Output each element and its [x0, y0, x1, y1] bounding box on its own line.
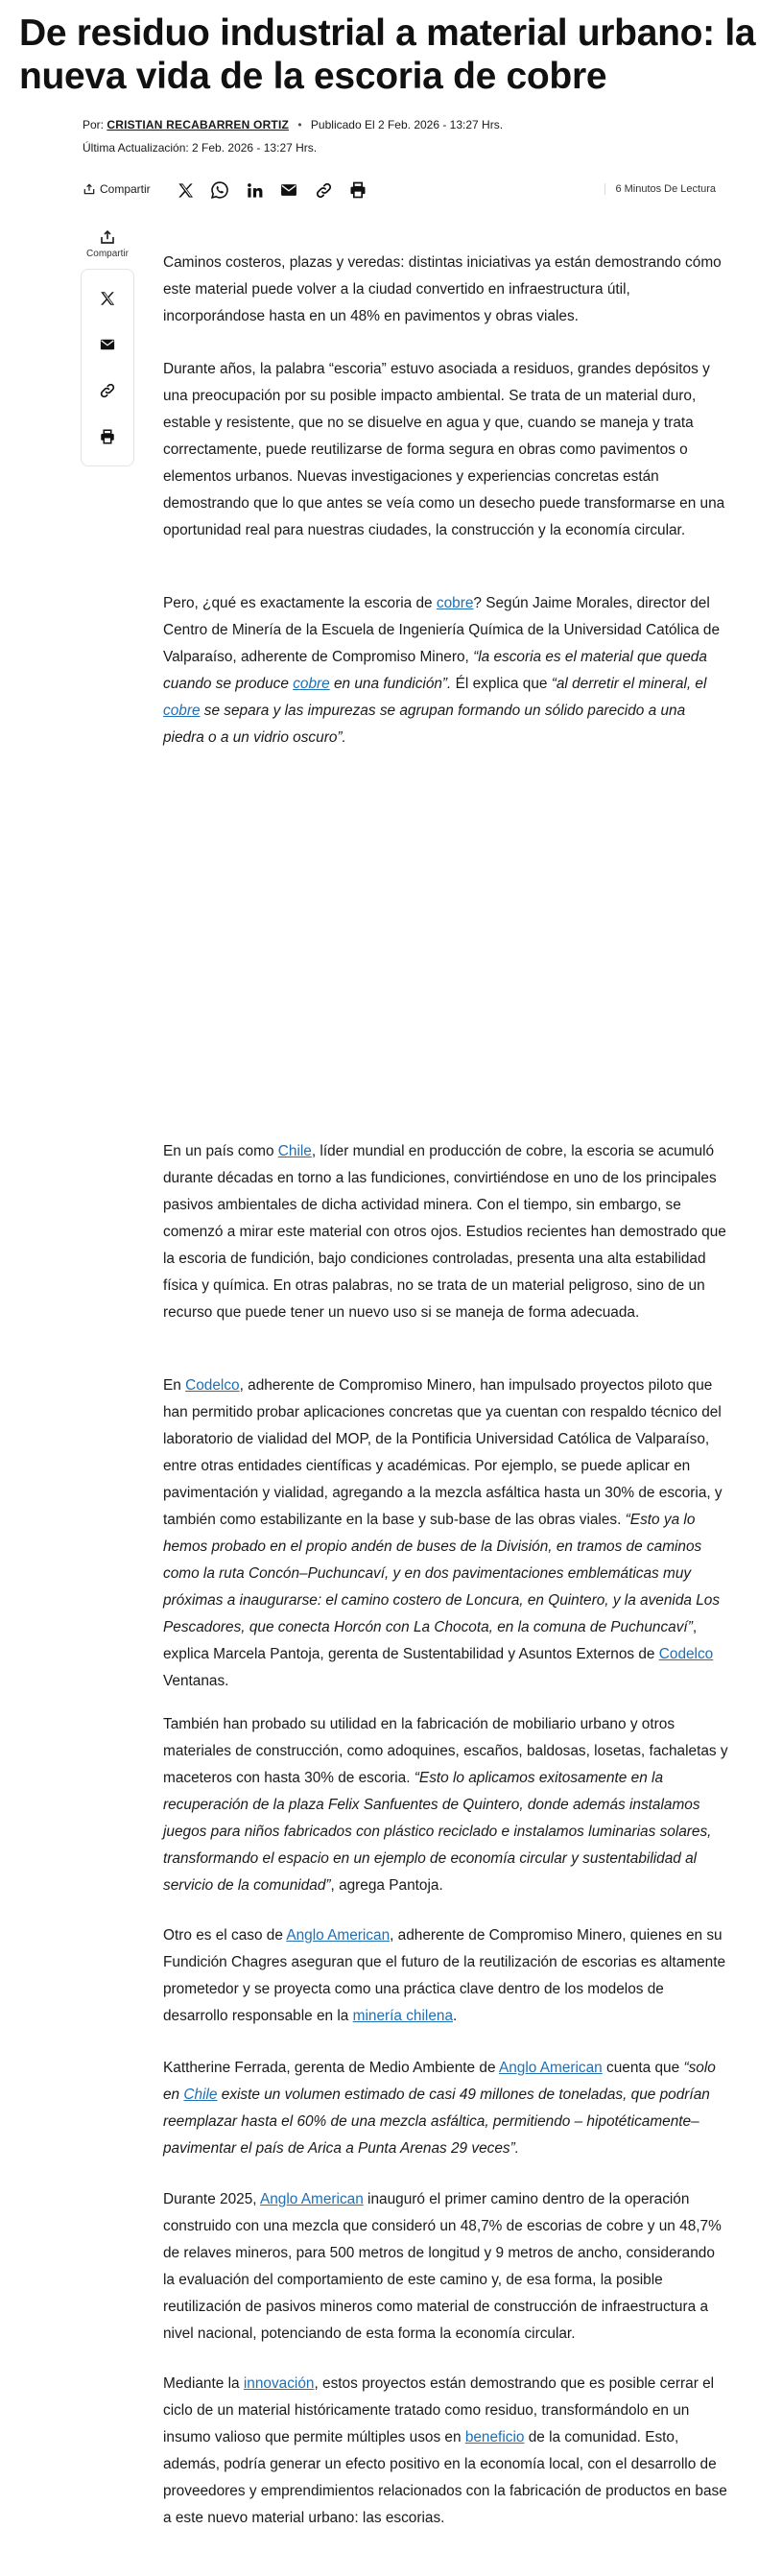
article-title: De residuo industrial a material urbano: la nueva vida de la escoria de cobre	[19, 12, 756, 97]
text-run: En un país como	[163, 1143, 278, 1159]
tag-link[interactable]: cobre	[436, 595, 474, 611]
email-icon	[99, 336, 116, 353]
side-copy-link-button[interactable]	[93, 368, 122, 414]
share-copy-link-button[interactable]	[309, 177, 338, 203]
quote-run: “Esto ya lo hemos probado en el propio andén de buses de la División, en tramos de caminos como la ruta Concón–Puchuncaví, y en dos pavimentaciones emblemáticas muy próximas a inaugurarse: el camino costero de Loncura, en Quintero, y la avenida Los Pescadores, que conecta Horcón con La Chocota, en la comuna de Puchuncaví”	[163, 1512, 721, 1635]
tag-link[interactable]: innovación	[243, 2375, 315, 2392]
quote-run: “Esto lo aplicamos exitosamente en la recuperación de la plaza Felix Sanfuentes de Quintero, donde además instalamos juegos para niños fabricados con plástico reciclado e instalamos luminarias solares, transformando el espacio en un ejemplo de economía circular y sustentabilidad al servicio de la comunidad”	[163, 1770, 712, 1894]
text-run: ? Según Jaime Morales, director del Centro de Minería de la Escuela de Ingeniería Química de la Universidad Católica de Valparaíso, adherente de Compromiso Minero,	[163, 595, 721, 665]
side-share-button[interactable]	[81, 228, 134, 259]
body-paragraph-5	[163, 1372, 729, 1695]
tag-link[interactable]: minería chilena	[352, 2008, 454, 2024]
quote-run: “solo en	[163, 2060, 716, 2103]
share-icon	[83, 182, 96, 196]
share-button[interactable]	[83, 182, 151, 196]
share-x-button[interactable]	[171, 177, 200, 203]
text-run: También han probado su utilidad en la fabricación de mobiliario urbano y otros materiales de construcción, como adoquines, escaños, baldosas, losetas, fachaletas y maceteros con hasta 30% de escoria.	[163, 1716, 728, 1786]
text-run: de la comunidad. Esto, además, podría generar un efecto positivo en la economía local, con el desarrollo de proveedores y emprendimientos relacionados con la fabricación de productos en base a este nuevo material urbano: las escorias.	[163, 2429, 727, 2526]
link-icon	[99, 382, 116, 399]
x-icon	[177, 181, 195, 200]
tag-link[interactable]: Codelco	[658, 1646, 714, 1662]
tag-link[interactable]: beneficio	[464, 2429, 525, 2445]
tag-link[interactable]: Chile	[277, 1143, 312, 1159]
text-run: , agrega Pantoja.	[330, 1877, 443, 1894]
quote-run: se separa y las impurezas se agrupan formando un sólido parecido a una piedra o a un vidrio oscuro”.	[163, 703, 686, 746]
email-icon	[279, 180, 298, 200]
text-run: Pero, ¿qué es exactamente la escoria de	[163, 595, 437, 611]
tag-link[interactable]: Anglo American	[259, 2191, 364, 2207]
whatsapp-icon	[210, 180, 229, 200]
side-share-box	[81, 269, 134, 466]
share-email-button[interactable]	[274, 177, 303, 203]
byline	[83, 117, 503, 132]
text-run: Mediante la	[163, 2375, 244, 2392]
quote-run: existe un volumen estimado de casi 49 millones de toneladas, que podrían reemplazar hasta el 60% de una mezcla asfáltica, permitiendo – hipotéticamente– pavimentar el país de Arica a Punta Arenas 29 veces”.	[163, 2087, 710, 2157]
tag-link[interactable]: Anglo American	[286, 1927, 391, 1944]
quote-run: “al derretir el mineral, el	[551, 676, 707, 692]
share-whatsapp-button[interactable]	[205, 177, 234, 203]
body-paragraph-3	[163, 590, 729, 751]
text-run: , adherente de Compromiso Minero, han impulsado proyectos piloto que han permitido probar aplicaciones concretas que ya cuentan con respaldo técnico del laboratorio de vialidad del MOP, de la Pontificia Universidad Católica de Valparaíso, entre otras entidades científicas y académicas. Por ejemplo, se puede aplicar en pavimentación y vialidad, agregando a la mezcla asfáltica hasta un 30% de escoria, y también como estabilizante en la base y sub-base de las obras viales.	[163, 1377, 723, 1528]
text-run: Durante 2025,	[163, 2191, 260, 2207]
published-date: Publicado El 2 Feb. 2026 - 13:27 Hrs.	[310, 118, 504, 131]
share-icon	[99, 228, 116, 246]
link-icon	[315, 181, 333, 200]
share-bar	[83, 177, 716, 203]
side-share-label: Compartir	[86, 249, 129, 259]
tag-link[interactable]: cobre	[293, 676, 330, 692]
author-link[interactable]: CRISTIAN RECABARREN ORTIZ	[107, 118, 290, 131]
body-paragraph-9	[163, 2186, 729, 2348]
tag-link[interactable]: Chile	[183, 2087, 218, 2103]
body-paragraph-6	[163, 1711, 729, 1899]
text-run: Él explica que	[451, 676, 552, 692]
text-run: , líder mundial en producción de cobre, la escoria se acumuló durante décadas en torno a las fundiciones, convirtiéndose en uno de los principales pasivos ambientales de dicha actividad minera. Con el tiempo, sin embargo, se comenzó a mirar este material con otros ojos. Estudios recientes han demostrado que la escoria de fundición, bajo condiciones controladas, presenta una alta estabilidad física y química. En otras palabras, no se trata de un material peligroso, sino de un recurso que puede tener un nuevo uso si se maneja de forma adecuada.	[163, 1143, 726, 1321]
quote-run: “la escoria es el material que queda cuando se produce	[163, 649, 707, 692]
byline-prefix: Por:	[83, 118, 105, 131]
tag-link[interactable]: Anglo American	[498, 2060, 603, 2076]
linkedin-icon	[246, 181, 264, 200]
tag-link[interactable]: cobre	[163, 703, 201, 719]
text-run: cuenta que	[602, 2060, 684, 2076]
share-print-button[interactable]	[344, 177, 372, 203]
quote-run: en una fundición”.	[329, 676, 452, 692]
text-run: Otro es el caso de	[163, 1927, 287, 1944]
text-run: Kattherine Ferrada, gerenta de Medio Ambiente de	[163, 2060, 499, 2076]
body-paragraph-2: Durante años, la palabra “escoria” estuvo asociada a residuos, grandes depósitos y una preocupación por su posible impacto ambiental. Se trata de un material duro, estable y resistente, que no se disuelve en agua y que, cuando se maneja y trata correctamente, puede reutilizarse de forma segura en obras como pavimentos o elementos urbanos. Nuevas investigaciones y experiencias concretas están demostrando que lo que antes se veía como un desecho puede transformarse en una oportunidad real para nuestras ciudades, la construcción y la economía circular.	[163, 361, 725, 538]
tag-link[interactable]: Codelco	[185, 1377, 240, 1394]
side-print-button[interactable]	[93, 414, 122, 460]
side-share-panel	[81, 228, 134, 466]
body-paragraph-10	[163, 2371, 729, 2532]
side-x-button[interactable]	[93, 275, 122, 322]
side-email-button[interactable]	[93, 322, 122, 368]
separator-dot: •	[297, 118, 302, 131]
share-label: Compartir	[100, 182, 151, 196]
text-run: , estos proyectos están demostrando que es posible cerrar el ciclo de un material históricamente tratado como residuo, transformándolo en un insumo valioso que permite múltiples usos en	[163, 2375, 715, 2445]
text-run: , adherente de Compromiso Minero, quienes en su Fundición Chagres aseguran que el futuro de la reutilización de escorias es altamente prometedor y se proyecta como una práctica clave dentro de los modelos de desarrollo responsable en la	[163, 1927, 726, 2024]
read-time: 6 Minutos De Lectura	[604, 183, 716, 195]
print-icon	[99, 428, 116, 445]
text-run: Ventanas.	[163, 1673, 229, 1689]
share-linkedin-button[interactable]	[240, 177, 269, 203]
x-icon	[99, 290, 116, 307]
text-run: inauguró el primer camino dentro de la operación construido con una mezcla que consideró un 48,7% de escorias de cobre y un 48,7% de relaves mineros, para 500 metros de longitud y 9 metros de ancho, considerando la evaluación del comportamiento de este camino y, de esa forma, la posible reutilización de pasivos mineros como material de construcción de infraestructura a nivel nacional, potenciando de esta forma la economía circular.	[163, 2191, 722, 2342]
print-icon	[348, 180, 367, 200]
body-paragraph-8	[163, 2055, 729, 2162]
text-run: , explica Marcela Pantoja, gerenta de Sustentabilidad y Asuntos Externos de	[163, 1619, 698, 1662]
text-run: .	[453, 2008, 458, 2024]
updated-date: Última Actualización: 2 Feb. 2026 - 13:27 Hrs.	[83, 141, 318, 155]
body-paragraph-4	[163, 1138, 729, 1326]
text-run: En	[163, 1377, 186, 1394]
body-paragraph-7	[163, 1922, 729, 2030]
body-paragraph-1: Caminos costeros, plazas y veredas: distintas iniciativas ya están demostrando cómo este material puede volver a la ciudad convertido en infraestructura útil, incorporándose hasta en un 48% en pavimentos y obras viales.	[163, 254, 722, 324]
